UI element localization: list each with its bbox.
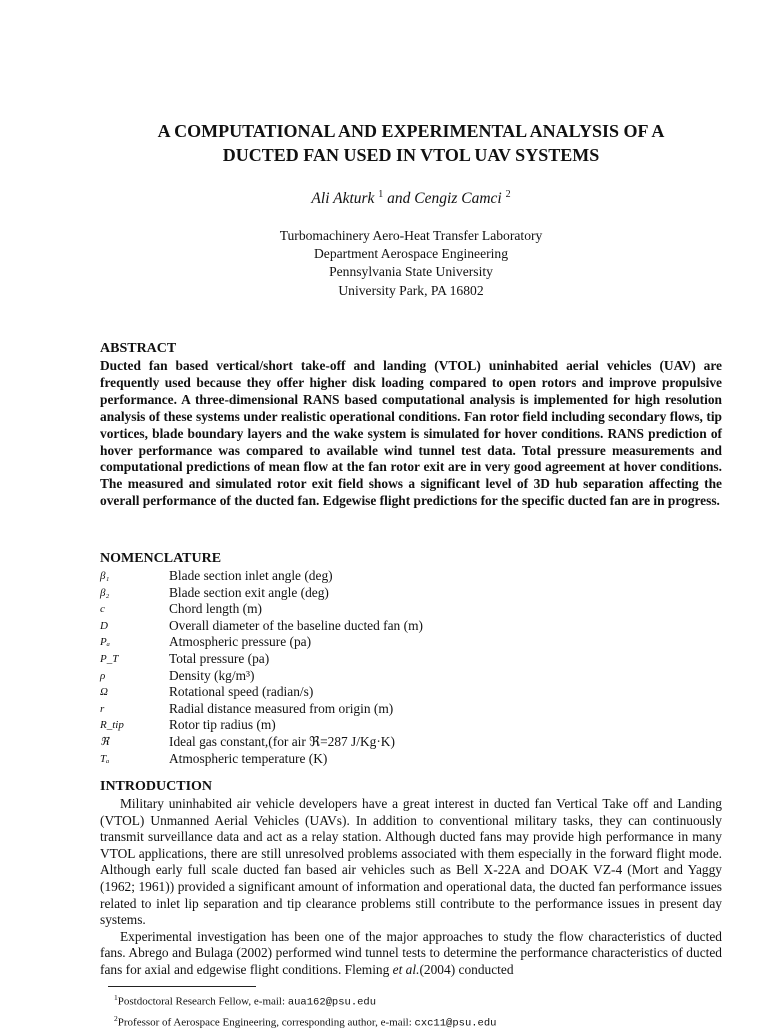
nomenclature-definition: Density (kg/m³) (169, 667, 255, 683)
footnote-email: aua162@psu.edu (287, 996, 377, 1009)
author-name: Ali Akturk (311, 190, 375, 208)
paper-title (100, 119, 722, 167)
nomenclature-symbol: P_T (100, 652, 119, 665)
nomenclature-row (100, 651, 722, 668)
nomenclature-definition: Radial distance measured from origin (m) (169, 700, 394, 716)
nomenclature-row (100, 601, 722, 618)
nomenclature-row (100, 734, 722, 751)
author-name: Cengiz Camci (414, 190, 502, 208)
nomenclature-heading: NOMENCLATURE (100, 551, 222, 566)
paragraph-text: (2004) conducted (419, 961, 514, 977)
author-connector: and (387, 190, 411, 208)
nomenclature-row (100, 684, 722, 701)
title-line-1: A COMPUTATIONAL AND EXPERIMENTAL ANALYSIS OF A (157, 121, 665, 141)
nomenclature-row (100, 568, 722, 585)
nomenclature-symbol: D (100, 619, 108, 632)
nomenclature-symbol: ℜ (100, 735, 109, 748)
introduction-paragraph (100, 929, 722, 979)
introduction-paragraph: Military uninhabited air vehicle developers have a great interest in ducted fan Vertical Take off and Landing (VTOL) Unmanned Aerial Vehicles (UAVs). In addition to conventional military tasks, they can continuously transmit surveillance data and act as a relay station. Although ducted fans may provide high performance in many VTOL applications, there are still unresolved problems associated with them especially in the forward flight mode. Although early full scale ducted fan based air vehicles such as Bell X-22A and DOAK VZ-4 (Mort and Yaggy (1962; 1961)) provided a significant amount of information and operational data, the ducted fan performance issues related to inlet lip separation and tip clearance problems still contribute to the performance issues in present day systems. (100, 796, 722, 928)
nomenclature-symbol: c (100, 603, 105, 616)
affiliation-line: Pennsylvania State University (329, 264, 493, 280)
footnotes (114, 990, 714, 1031)
abstract-heading: ABSTRACT (100, 341, 177, 356)
nomenclature-row (100, 634, 722, 651)
nomenclature-definition: Blade section exit angle (deg) (169, 584, 329, 600)
author-footnote-mark: 2 (505, 189, 511, 200)
footnote (114, 1011, 714, 1031)
nomenclature-definition: Rotor tip radius (m) (169, 717, 276, 733)
title-line-2: DUCTED FAN USED IN VTOL UAV SYSTEMS (222, 145, 600, 165)
nomenclature-definition: Chord length (m) (169, 601, 262, 617)
footnote-divider (108, 986, 256, 987)
nomenclature-definition: Overall diameter of the baseline ducted fan (m) (169, 617, 423, 633)
footnote-mark: 1 (114, 993, 118, 1002)
nomenclature-definition: Blade section inlet angle (deg) (169, 568, 333, 583)
footnote-text: Postdoctoral Research Fellow, e-mail: (117, 995, 288, 1008)
nomenclature-symbol: ρ (100, 669, 106, 682)
nomenclature-definition: Total pressure (pa) (169, 650, 270, 666)
nomenclature-row (100, 668, 722, 685)
nomenclature-symbol: β₁ (100, 570, 110, 582)
nomenclature-row (100, 618, 722, 635)
paragraph-text: Experimental investigation has been one of the major approaches to study the flow characteristics of ducted fans. Abrego and Bulaga (2002) performed wind tunnel tests to determine the performance characteristics of ducted fans for axial and edgewise flight conditions. Fleming (100, 928, 722, 977)
nomenclature-symbol: Tₐ (100, 752, 110, 765)
nomenclature-definition: Atmospheric temperature (K) (169, 750, 328, 766)
nomenclature-row (100, 701, 722, 718)
introduction-heading: INTRODUCTION (100, 779, 213, 794)
author-list (100, 189, 722, 208)
nomenclature-symbol: β₂ (100, 586, 110, 599)
nomenclature-row (100, 585, 722, 602)
nomenclature-definition: Atmospheric pressure (pa) (169, 634, 312, 650)
author-footnote-mark: 1 (378, 189, 384, 200)
introduction-body (100, 796, 722, 979)
nomenclature-symbol: Ω (100, 686, 108, 699)
affiliation-line: Turbomachinery Aero-Heat Transfer Laboratory (279, 228, 543, 243)
nomenclature-row (100, 717, 722, 734)
nomenclature-symbol: Pₐ (100, 636, 110, 649)
nomenclature-definition: Ideal gas constant,(for air ℜ=287 J/Kg·K) (169, 733, 395, 749)
nomenclature-symbol: R_tip (100, 719, 124, 732)
affiliation-line: Department Aerospace Engineering (313, 246, 508, 262)
affiliation (100, 227, 722, 300)
nomenclature-list (100, 568, 722, 767)
footnote (114, 990, 714, 1011)
footnote-email: cxc11@psu.edu (414, 1017, 497, 1030)
affiliation-line: University Park, PA 16802 (338, 282, 484, 298)
abstract-text: Ducted fan based vertical/short take-off and landing (VTOL) uninhabited aerial vehicles (UAV) are frequently used because they offer higher disk loading compared to open rotors and improve propulsive performance. A three-dimensional RANS based computational analysis is implemented for high resolution analysis of these systems under realistic operational conditions. Fan rotor field including secondary flows, tip vortices, blade boundary layers and the wake system is simulated for hover conditions. RANS prediction of hover performance was compared to available wind tunnel test data. Total pressure measurements and computational predictions of mean flow at the fan rotor exit are in very good agreement at hover conditions. The measured and simulated rotor exit field shows a significant level of 3D hub separation affecting the overall performance of the ducted fan. Edgewise flight predictions for the specific ducted fan are in progress. (100, 358, 722, 509)
nomenclature-symbol: r (100, 702, 105, 715)
footnote-mark: 2 (114, 1013, 118, 1023)
nomenclature-definition: Rotational speed (radian/s) (169, 684, 314, 700)
et-al-text: et al. (392, 961, 420, 977)
nomenclature-row (100, 751, 722, 768)
footnote-text: Professor of Aerospace Engineering, corresponding author, e-mail: (117, 1016, 415, 1029)
